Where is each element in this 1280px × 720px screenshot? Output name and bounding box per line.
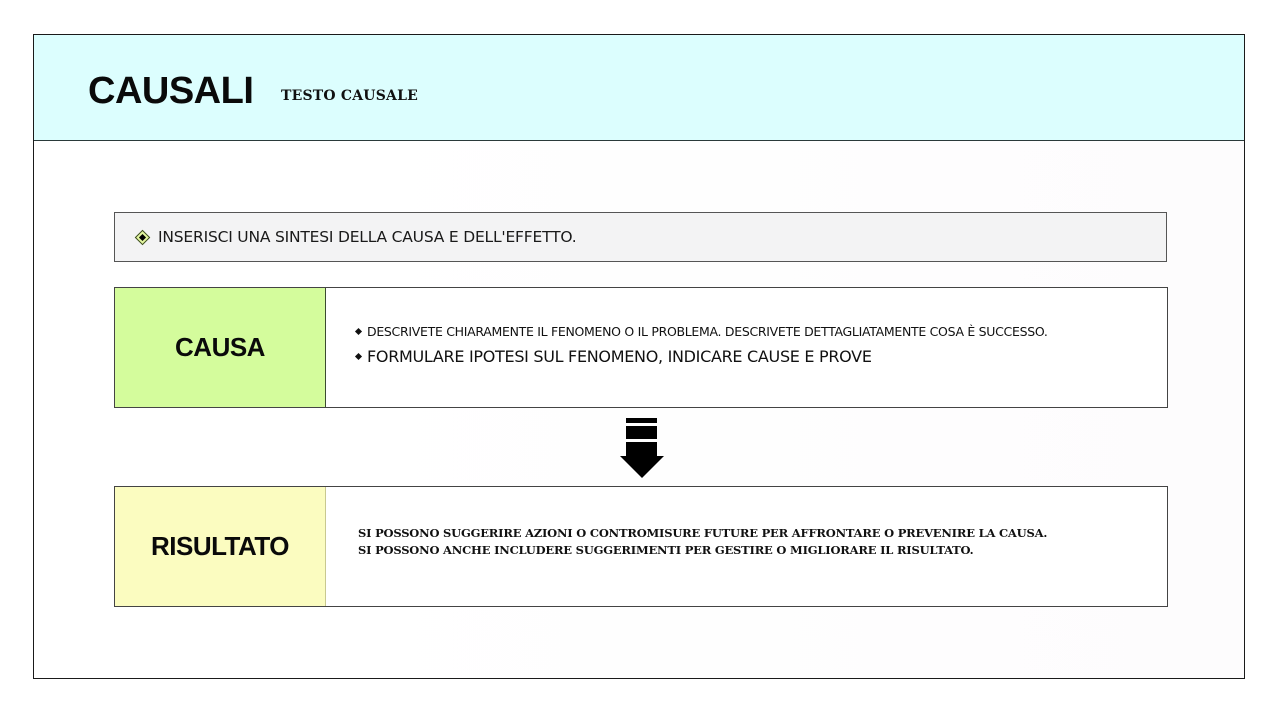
causa-bullet — [355, 347, 1167, 366]
causa-content — [326, 288, 1167, 407]
risultato-label: RISULTATO — [115, 487, 326, 606]
causa-label: CAUSA — [115, 288, 326, 407]
risultato-line: SI POSSONO ANCHE INCLUDERE SUGGERIMENTI PER GESTIRE O MIGLIORARE IL RISULTATO. — [358, 542, 974, 557]
diamond-bullet-icon — [135, 230, 149, 244]
bullet-diamond-icon — [355, 352, 362, 359]
risultato-content — [326, 487, 1167, 606]
page-subtitle: TESTO CAUSALE — [281, 88, 418, 104]
slide-frame — [33, 34, 1245, 679]
summary-text: INSERISCI UNA SINTESI DELLA CAUSA E DELL'EFFETTO. — [158, 228, 577, 246]
causa-bullet-text: DESCRIVETE CHIARAMENTE IL FENOMENO O IL PROBLEMA. DESCRIVETE DETTAGLIATAMENTE COSA È SUCCESSO. — [367, 323, 1048, 339]
risultato-line: SI POSSONO SUGGERIRE AZIONI O CONTROMISURE FUTURE PER AFFRONTARE O PREVENIRE LA CAUSA. — [358, 525, 1048, 540]
causa-bullet — [355, 324, 1167, 339]
causa-row — [114, 287, 1168, 408]
risultato-row — [114, 486, 1168, 607]
bullet-diamond-icon — [355, 327, 362, 334]
arrow-down-icon — [620, 418, 664, 478]
page-title: CAUSALI — [88, 70, 254, 112]
summary-box — [114, 212, 1167, 262]
header-banner — [34, 35, 1244, 141]
causa-bullet-text: FORMULARE IPOTESI SUL FENOMENO, INDICARE CAUSE E PROVE — [367, 346, 872, 366]
